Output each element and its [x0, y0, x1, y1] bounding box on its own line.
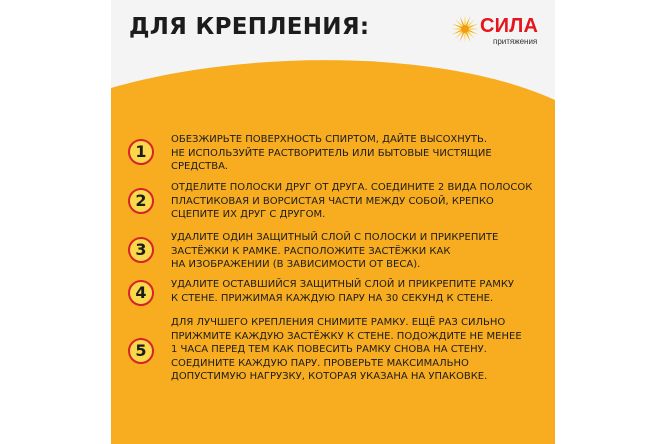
sun-logo-icon	[450, 14, 480, 44]
instruction-card	[111, 0, 555, 444]
step-text: УДАЛИТЕ ОСТАВШИЙСЯ ЗАЩИТНЫЙ СЛОЙ И ПРИКРЕПИТЕ РАМКУ К СТЕНЕ. ПРИЖИМАЯ КАЖДУЮ ПАРУ НА 30 СЕКУНД К СТЕНЕ.	[171, 279, 515, 304]
sun-ray	[464, 33, 465, 43]
step-number-badge: 5	[128, 338, 154, 364]
sun-ray	[469, 28, 479, 29]
step-number-badge: 2	[128, 188, 154, 214]
brand-logo	[450, 14, 550, 50]
sun-core	[461, 25, 469, 33]
step-number-badge: 4	[128, 280, 154, 306]
sun-ray	[464, 15, 465, 25]
step-text: ОБЕЗЖИРЬТЕ ПОВЕРХНОСТЬ СПИРТОМ, ДАЙТЕ ВЫСОХНУТЬ. НЕ ИСПОЛЬЗУЙТЕ РАСТВОРИТЕЛЬ ИЛИ БЫТОВЫЕ ЧИСТЯЩИЕ СРЕДСТВА.	[171, 134, 492, 172]
step-number-badge: 1	[128, 139, 154, 165]
step-text: ОТДЕЛИТЕ ПОЛОСКИ ДРУГ ОТ ДРУГА. СОЕДИНИТЕ 2 ВИДА ПОЛОСОК ПЛАСТИКОВАЯ И ВОРСИСТАЯ ЧАСТИ МЕЖДУ СОБОЙ, КРЕПКО СЦЕПИТЕ ИХ ДРУГ С ДРУГОМ.	[171, 182, 533, 220]
sun-ray	[451, 28, 461, 29]
step-text: УДАЛИТЕ ОДИН ЗАЩИТНЫЙ СЛОЙ С ПОЛОСКИ И ПРИКРЕПИТЕ ЗАСТЁЖКИ К РАМКЕ. РАСПОЛОЖИТЕ ЗАСТЁЖКИ КАК НА ИЗОБРАЖЕНИИ (В ЗАВИСИМОСТИ ОТ ВЕСА).	[171, 232, 499, 270]
logo-subtitle: притяжения	[493, 37, 538, 46]
page-title: ДЛЯ КРЕПЛЕНИЯ:	[129, 14, 370, 40]
logo-name: СИЛА	[480, 15, 539, 37]
step-number-badge: 3	[128, 237, 154, 263]
step-text: ДЛЯ ЛУЧШЕГО КРЕПЛЕНИЯ СНИМИТЕ РАМКУ. ЕЩЁ РАЗ СИЛЬНО ПРИЖМИТЕ КАЖДУЮ ЗАСТЁЖКУ К СТЕНЕ. ПОДОЖДИТЕ НЕ МЕНЕЕ 1 ЧАСА ПЕРЕД ТЕМ КАК ПОВЕСИТЬ РАМКУ СНОВА НА СТЕНУ. СОЕДИНИТЕ КАЖДУЮ ПАРУ. ПРОВЕРЬТЕ МАКСИМАЛЬНО ДОПУСТИМУЮ НАГРУЗКУ, КОТОРАЯ УКАЗАНА НА УПАКОВКЕ.	[171, 317, 522, 382]
